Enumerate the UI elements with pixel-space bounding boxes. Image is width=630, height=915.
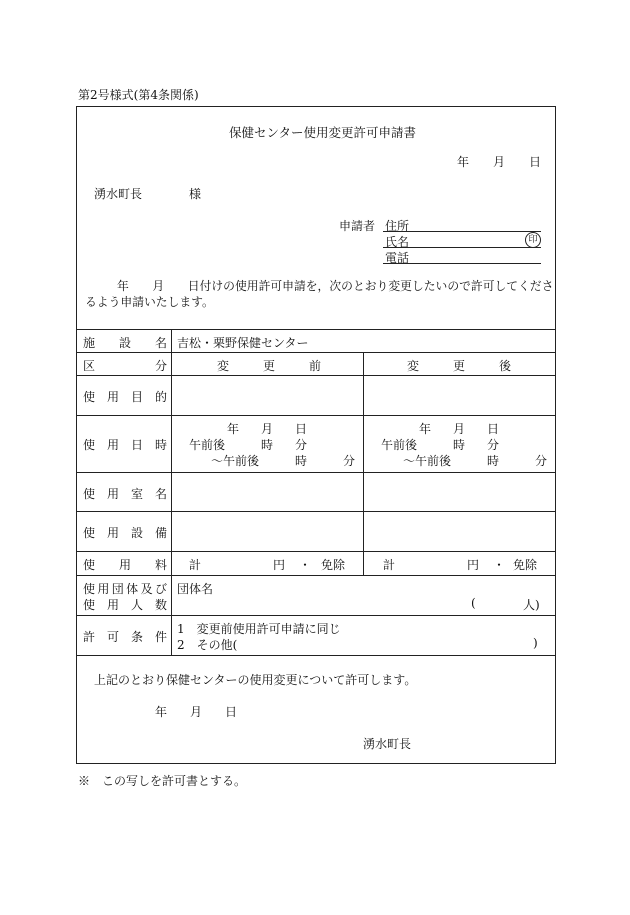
address-underline: [383, 231, 541, 232]
date-year: 年: [457, 155, 470, 169]
before-fee-exempt: 免除: [321, 558, 346, 572]
before-to-hour: 時: [295, 454, 308, 468]
before-ampm: 午前後: [189, 438, 226, 452]
group-label-line1: 使 用 団 体 及 び: [83, 582, 167, 596]
before-fee-total: 計: [189, 558, 202, 572]
table-bottom-border: [77, 655, 555, 656]
after-month: 月: [453, 422, 466, 436]
before-year: 年: [227, 422, 240, 436]
after-fee-dot: ・: [493, 558, 506, 572]
approval-year: 年: [155, 705, 168, 719]
applicant-label: 申請者: [339, 219, 376, 233]
request-text-line1: 年 月 日付けの使用許可申請を，次のとおり変更したいので許可してくださ: [117, 279, 554, 293]
after-fee-total: 計: [383, 558, 396, 572]
approval-text: 上記のとおり保健センターの使用変更について許可します。: [94, 673, 417, 687]
people-close-paren: 人): [523, 598, 540, 612]
phone-label: 電話: [385, 251, 410, 265]
addressee-honorific: 様: [189, 187, 202, 201]
after-header: 変 更 後: [407, 359, 511, 373]
equipment-label: 使 用 設 備: [83, 526, 167, 540]
phone-underline: [383, 263, 541, 264]
row-divider: [77, 511, 555, 512]
before-day: 日: [295, 422, 308, 436]
conditions-label: 許 可 条 件: [83, 630, 167, 644]
before-hour: 時: [261, 438, 274, 452]
category-label: 区 分: [83, 359, 167, 373]
row-divider: [77, 375, 555, 376]
addressee-name: 湧水町長: [94, 187, 143, 201]
request-text-line2: るよう申請いたします。: [85, 295, 214, 309]
after-fee-yen: 円: [467, 558, 480, 572]
approval-month: 月: [190, 705, 203, 719]
name-label: 氏名: [385, 235, 410, 249]
condition-2: 2 その他(: [177, 638, 238, 652]
form-number-label: 第2号様式(第4条関係): [78, 88, 199, 102]
address-label: 住所: [385, 219, 410, 233]
table-top-border: [77, 329, 555, 330]
condition-1: 1 変更前使用許可申請に同じ: [177, 622, 341, 636]
seal-mark: 印: [525, 232, 541, 248]
after-to-ampm: ～午前後: [403, 454, 452, 468]
label-column-divider: [171, 329, 172, 655]
before-month: 月: [261, 422, 274, 436]
facility-value: 吉松・栗野保健センター: [177, 336, 309, 350]
row-divider: [77, 575, 555, 576]
room-label: 使 用 室 名: [83, 487, 167, 501]
purpose-label: 使 用 目 的: [83, 390, 167, 404]
before-header: 変 更 前: [217, 359, 321, 373]
before-minute: 分: [295, 438, 308, 452]
group-name-label: 団体名: [177, 582, 214, 596]
after-to-minute: 分: [535, 454, 548, 468]
after-fee-exempt: 免除: [513, 558, 538, 572]
group-label-line2: 使 用 人 数: [83, 598, 167, 612]
fee-label: 使 用 料: [83, 558, 167, 572]
people-open-paren: (: [471, 596, 476, 610]
row-divider: [77, 615, 555, 616]
after-ampm: 午前後: [381, 438, 418, 452]
after-hour: 時: [453, 438, 466, 452]
date-month: 月: [493, 155, 506, 169]
before-fee-dot: ・: [299, 558, 312, 572]
datetime-label: 使 用 日 時: [83, 438, 167, 452]
approval-day: 日: [225, 705, 238, 719]
before-after-divider: [363, 352, 364, 575]
form-title: 保健センター使用変更許可申請書: [229, 125, 417, 140]
after-to-hour: 時: [487, 454, 500, 468]
before-to-ampm: ～午前後: [211, 454, 260, 468]
after-day: 日: [487, 422, 500, 436]
after-year: 年: [419, 422, 432, 436]
row-divider: [77, 472, 555, 473]
date-day: 日: [529, 155, 542, 169]
row-divider: [77, 352, 555, 353]
approval-signer: 湧水町長: [363, 737, 412, 751]
before-to-minute: 分: [343, 454, 356, 468]
application-form: [76, 106, 556, 764]
before-fee-yen: 円: [273, 558, 286, 572]
name-underline: [383, 247, 541, 248]
after-minute: 分: [487, 438, 500, 452]
row-divider: [77, 551, 555, 552]
facility-label: 施 設 名: [83, 336, 167, 350]
condition-2-close: ): [533, 636, 538, 650]
row-divider: [77, 415, 555, 416]
footnote: ※ この写しを許可書とする。: [78, 774, 247, 788]
